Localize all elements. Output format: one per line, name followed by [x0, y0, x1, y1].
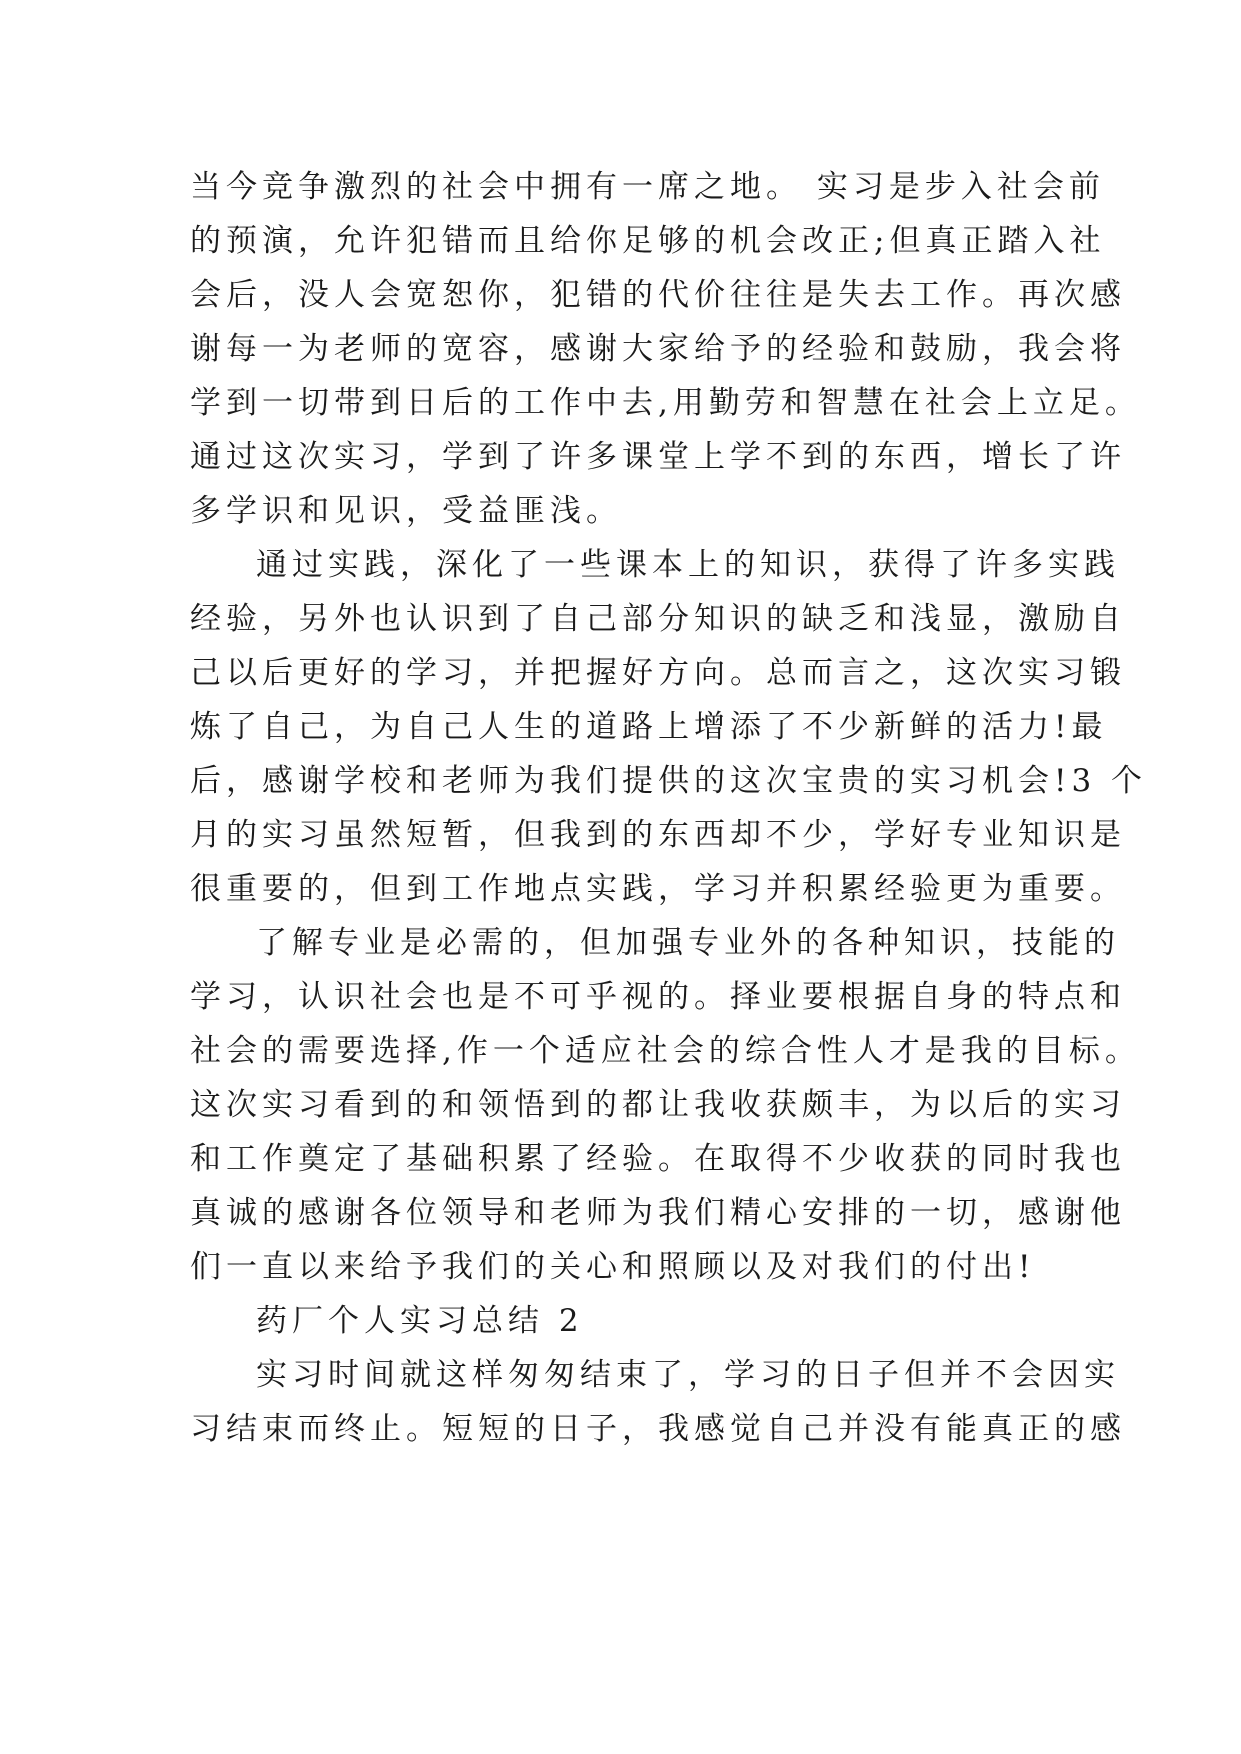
- text-line: 后，感谢学校和老师为我们提供的这次宝贵的实习机会!3 个: [190, 763, 1148, 799]
- section-heading: 药厂个人实习总结 2: [256, 1303, 584, 1339]
- text-line: 们一直以来给予我们的关心和照顾以及对我们的付出!: [190, 1249, 1036, 1285]
- text-line: 谢每一为老师的宽容，感谢大家给予的经验和鼓励，我会将: [190, 331, 1126, 367]
- text-line: 习结束而终止。短短的日子，我感觉自己并没有能真正的感: [190, 1411, 1126, 1447]
- text-line: 和工作奠定了基础积累了经验。在取得不少收获的同时我也: [190, 1141, 1126, 1177]
- text-line: 社会的需要选择,作一个适应社会的综合性人才是我的目标。: [190, 1033, 1141, 1069]
- paragraph-first-line: 通过实践，深化了一些课本上的知识，获得了许多实践: [256, 547, 1120, 583]
- text-line: 月的实习虽然短暂，但我到的东西却不少，学好专业知识是: [190, 817, 1126, 853]
- text-line: 当今竞争激烈的社会中拥有一席之地。 实习是步入社会前: [190, 169, 1105, 205]
- text-line: 多学识和见识，受益匪浅。: [190, 493, 622, 529]
- document-body: [190, 160, 1148, 1456]
- text-line: 通过这次实习，学到了许多课堂上学不到的东西，增长了许: [190, 439, 1126, 475]
- text-line: 会后，没人会宽恕你，犯错的代价往往是失去工作。再次感: [190, 277, 1126, 313]
- text-line: 很重要的，但到工作地点实践，学习并积累经验更为重要。: [190, 871, 1126, 907]
- text-line: 真诚的感谢各位领导和老师为我们精心安排的一切，感谢他: [190, 1195, 1126, 1231]
- text-line: 炼了自己，为自己人生的道路上增添了不少新鲜的活力!最: [190, 709, 1108, 745]
- text-line: 这次实习看到的和领悟到的都让我收获颇丰，为以后的实习: [190, 1087, 1126, 1123]
- text-line: 经验，另外也认识到了自己部分知识的缺乏和浅显，激励自: [190, 601, 1126, 637]
- text-line: 学到一切带到日后的工作中去,用勤劳和智慧在社会上立足。: [190, 385, 1141, 421]
- paragraph-first-line: 实习时间就这样匆匆结束了，学习的日子但并不会因实: [256, 1357, 1120, 1393]
- paragraph-first-line: 了解专业是必需的，但加强专业外的各种知识，技能的: [256, 925, 1120, 961]
- text-line: 己以后更好的学习，并把握好方向。总而言之，这次实习锻: [190, 655, 1126, 691]
- text-line: 的预演，允许犯错而且给你足够的机会改正;但真正踏入社: [190, 223, 1106, 259]
- text-line: 学习，认识社会也是不可乎视的。择业要根据自身的特点和: [190, 979, 1126, 1015]
